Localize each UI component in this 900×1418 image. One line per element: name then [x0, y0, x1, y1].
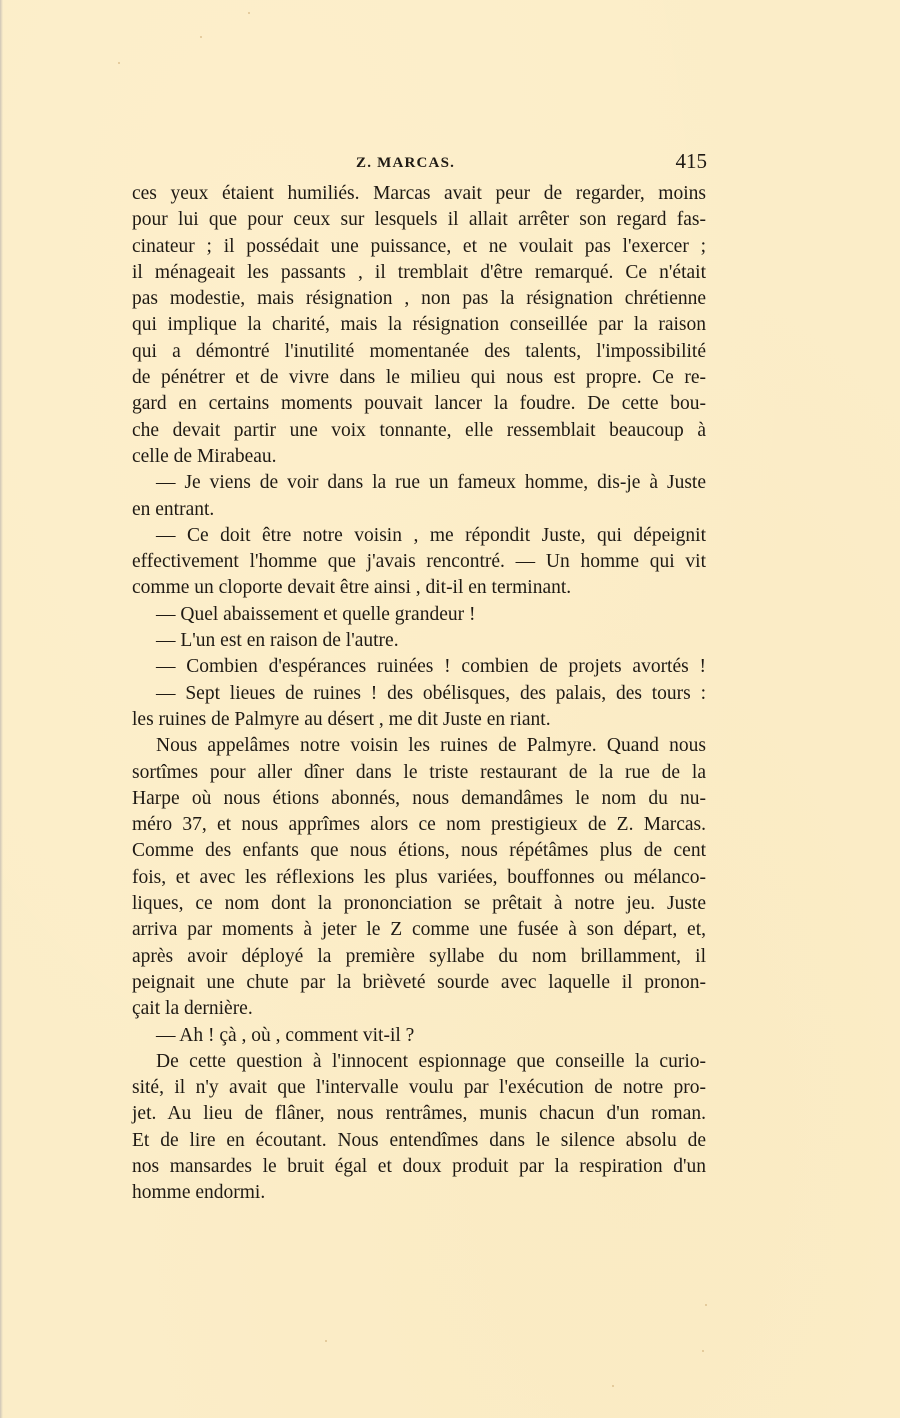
- text-line: pas modestie, mais résignation , non pas la résignation chrétienne: [132, 288, 706, 310]
- text-line: Et de lire en écoutant. Nous entendîmes dans le silence absolu de: [132, 1129, 706, 1151]
- paper-speck: [200, 36, 202, 38]
- text-line: qui implique la charité, mais la résignation conseillée par la raison: [132, 314, 706, 336]
- paper-speck: [118, 62, 120, 64]
- page-edge-shadow: [0, 0, 3, 1418]
- text-line: ces yeux étaient humiliés. Marcas avait peur de regarder, moins: [132, 183, 706, 204]
- text-line: les ruines de Palmyre au désert , me dit Juste en riant.: [132, 708, 551, 730]
- dialogue-line: — L'un est en raison de l'autre.: [156, 630, 399, 652]
- text-line: pour lui que pour ceux sur lesquels il allait arrêter son regard fas-: [132, 209, 706, 231]
- text-line: homme endormi.: [132, 1182, 266, 1204]
- text-line: çait la dernière.: [132, 998, 253, 1020]
- text-line: jet. Au lieu de flâner, nous rentrâmes, munis chacun d'un roman.: [132, 1103, 706, 1125]
- text-line: après avoir déployé la première syllabe du nom brillamment, il: [132, 945, 706, 967]
- paragraph-first-line: De cette question à l'innocent espionnage que conseille la curio-: [156, 1050, 706, 1072]
- paper-speck: [248, 12, 250, 14]
- paper-speck: [325, 1340, 327, 1342]
- paper-speck: [705, 1304, 707, 1306]
- text-line: comme un cloporte devait être ainsi , dit-il en terminant.: [132, 577, 572, 599]
- text-line: che devait partir une voix tonnante, elle ressemblait beaucoup à: [132, 419, 706, 441]
- text-line: en entrant.: [132, 498, 215, 520]
- text-line: sortîmes pour aller dîner dans le triste restaurant de la rue de la: [132, 761, 706, 783]
- text-line: liques, ce nom dont la prononciation se prêtait à notre jeu. Juste: [132, 893, 706, 915]
- dialogue-line: — Combien d'espérances ruinées ! combien de projets avortés !: [156, 656, 706, 678]
- dialogue-line: — Ce doit être notre voisin , me répondit Juste, qui dépeignit: [156, 524, 706, 546]
- text-line: Harpe où nous étions abonnés, nous demandâmes le nom du nu-: [132, 787, 706, 809]
- text-line: Comme des enfants que nous étions, nous répétâmes plus de cent: [132, 840, 706, 862]
- text-line: nos mansardes le bruit égal et doux produit par la respiration d'un: [132, 1155, 706, 1177]
- dialogue-line: — Quel abaissement et quelle grandeur !: [156, 603, 476, 625]
- running-header: [132, 150, 707, 176]
- running-title: Z. MARCAS.: [356, 155, 456, 171]
- text-line: peignait une chute par la brièveté sourde avec laquelle il pronon-: [132, 971, 706, 993]
- dialogue-line: — Sept lieues de ruines ! des obélisques, des palais, des tours :: [156, 682, 706, 704]
- text-line: arriva par moments à jeter le Z comme une fusée à son départ, et,: [132, 919, 706, 941]
- paper-speck: [702, 1350, 704, 1352]
- text-line: de pénétrer et de vivre dans le milieu qui nous est propre. Ce re-: [132, 367, 706, 389]
- text-line: effectivement l'homme que j'avais rencontré. — Un homme qui vit: [132, 551, 706, 573]
- text-line: cinateur ; il possédait une puissance, et ne voulait pas l'exercer ;: [132, 235, 706, 257]
- text-line: qui a démontré l'inutilité momentanée des talents, l'impossibilité: [132, 340, 706, 362]
- text-line: il ménageait les passants , il tremblait d'être remarqué. Ce n'était: [132, 261, 706, 283]
- text-line: méro 37, et nous apprîmes alors ce nom prestigieux de Z. Marcas.: [132, 814, 706, 836]
- page-number: 415: [675, 149, 707, 173]
- text-line: sité, il n'y avait que l'intervalle voulu par l'exécution de notre pro-: [132, 1077, 706, 1099]
- dialogue-line: — Ah ! çà , où , comment vit-il ?: [156, 1024, 415, 1046]
- paragraph-first-line: Nous appelâmes notre voisin les ruines de Palmyre. Quand nous: [156, 735, 706, 757]
- dialogue-line: — Je viens de voir dans la rue un fameux homme, dis-je à Juste: [156, 472, 706, 494]
- paper-speck: [612, 1385, 614, 1387]
- text-line: celle de Mirabeau.: [132, 445, 277, 467]
- body-text: [132, 181, 706, 1207]
- text-line: fois, et avec les réflexions les plus variées, bouffonnes ou mélanco-: [132, 866, 706, 888]
- text-line: gard en certains moments pouvait lancer la foudre. De cette bou-: [132, 393, 706, 415]
